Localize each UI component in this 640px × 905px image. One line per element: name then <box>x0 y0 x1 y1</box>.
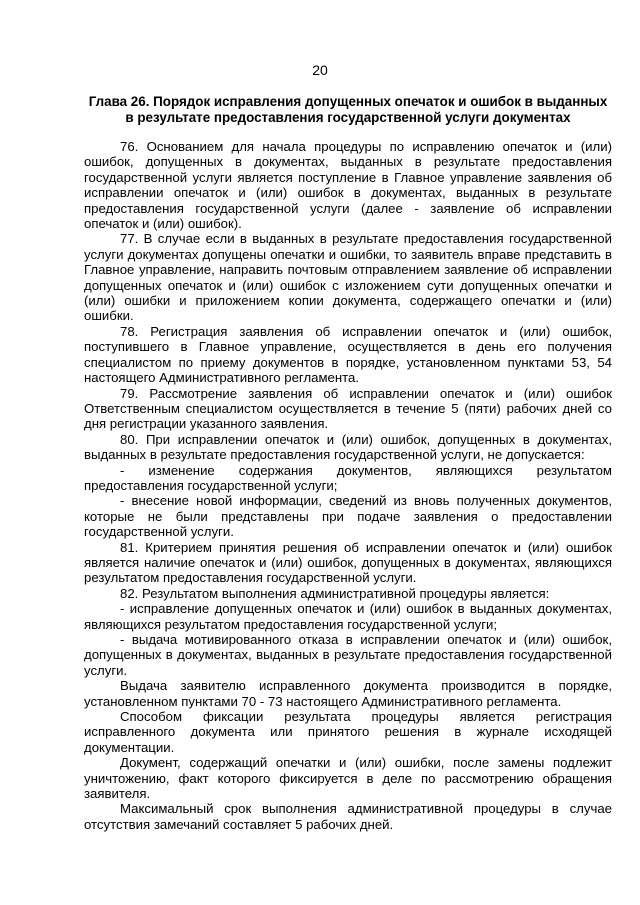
chapter-heading: Глава 26. Порядок исправления допущенных опечаток и ошибок в выданных в результате предоставления государственной услуги документах <box>88 94 608 125</box>
paragraph-77: 77. В случае если в выданных в результате предоставления государственной услуги документах допущены опечатки и ошибки, то заявитель вправе представить в Главное управление, направить почтовым отправлением заявление об исправлении допущенных опечаток и (или) ошибок с изложением сути допущенных опечатки и (или) ошибки и приложением копии документа, содержащего опечатки и (или) ошибки. <box>84 231 612 324</box>
paragraph-80-item-2: - внесение новой информации, сведений из вновь полученных документов, которые не были представлены при подаче заявления о предоставлении государственной услуги. <box>84 493 612 540</box>
document-body <box>84 139 612 832</box>
paragraph-80: 80. При исправлении опечаток и (или) ошибок, допущенных в документах, выданных в результате предоставления государственной услуги, не допускается: <box>84 431 612 463</box>
paragraph-fixation: Способом фиксации результата процедуры является регистрация исправленного документа или принятого решения в журнале исходящей документации. <box>84 709 612 755</box>
paragraph-76: 76. Основанием для начала процедуры по исправлению опечаток и (или) ошибок, допущенных в документах, выданных в результате предоставления государственной услуги является поступление в Главное управление заявления об исправлении опечаток и (или) ошибок в документах, выданных в результате предоставления государственной услуги (далее - заявление об исправлении опечаток и (или) ошибок). <box>84 139 612 232</box>
paragraph-issuance: Выдача заявителю исправленного документа производится в порядке, установленном пунктами 70 - 73 настоящего Административного регламента. <box>84 678 612 709</box>
paragraph-78: 78. Регистрация заявления об исправлении опечаток и (или) ошибок, поступившего в Главное управление, осуществляется в день его получения специалистом по приему документов в порядке, установленном пунктами 53, 54 настоящего Административного регламента. <box>84 323 612 386</box>
paragraph-destruction: Документ, содержащий опечатки и (или) ошибки, после замены подлежит уничтожению, факт которого фиксируется в деле по рассмотрению обращения заявителя. <box>84 755 612 802</box>
paragraph-81: 81. Критерием принятия решения об исправлении опечаток и (или) ошибок является наличие опечаток и (или) ошибок, допущенных в документах, являющихся результатом предоставления государственной услуги. <box>84 539 612 586</box>
paragraph-82-item-1: - исправление допущенных опечаток и (или) ошибок в выданных документах, являющихся результатом предоставления государственной услуги; <box>84 601 612 632</box>
paragraph-max-term: Максимальный срок выполнения административной процедуры в случае отсутствия замечаний составляет 5 рабочих дней. <box>84 801 612 832</box>
paragraph-82-item-2: - выдача мотивированного отказа в исправлении опечаток и (или) ошибок, допущенных в документах, выданных в результате предоставления государственной услуги. <box>84 632 612 678</box>
page-number: 20 <box>312 62 328 78</box>
paragraph-80-item-1: - изменение содержания документов, являющихся результатом предоставления государственной услуги; <box>84 462 612 493</box>
paragraph-82: 82. Результатом выполнения административной процедуры является: <box>120 585 550 601</box>
paragraph-79: 79. Рассмотрение заявления об исправлении опечаток и (или) ошибок Ответственным специалистом осуществляется в течение 5 (пяти) рабочих дней со дня регистрации указанного заявления. <box>84 385 612 432</box>
